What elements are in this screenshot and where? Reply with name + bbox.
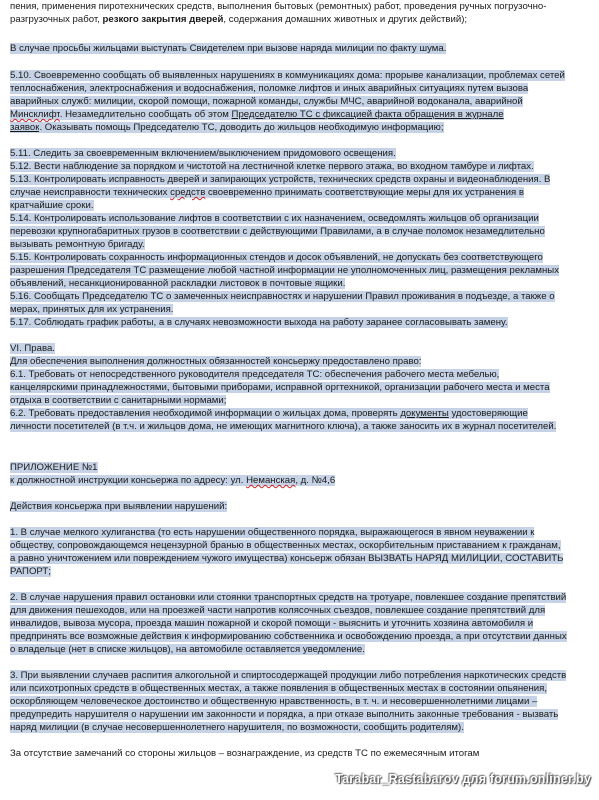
highlighted-text: перевозки крупногабаритных грузов в соответствии с действующими Правилами, а в случае поломок незамедлительно <box>10 226 545 237</box>
highlighted-text: а равно уничтожением или повреждением чужого имущества) консьерж обязан ВЫЗВАТЬ НАРЯД МИЛИЦИИ, СОСТАВИТЬ <box>10 553 564 564</box>
text-line <box>10 303 173 316</box>
text-line <box>10 160 534 173</box>
highlighted-text: , д. №4,6 <box>295 475 336 486</box>
text-line <box>10 565 51 578</box>
highlighted-text: 5.15. Контролировать сохранность информационных стендов и досок объявлений, не допускать без соответствующего <box>10 252 543 263</box>
text-line <box>10 264 559 277</box>
highlighted-text: заявок <box>10 122 40 133</box>
text-line <box>10 316 508 329</box>
highlighted-text: 6.2. Требовать предоставления необходимой информации о жильцах дома, проверять <box>10 408 401 419</box>
highlighted-text: документы <box>400 408 449 419</box>
highlighted-text: Неманская <box>246 475 296 486</box>
highlighted-text: своевременно принимать соответствующие меры для их устранения в <box>205 187 524 198</box>
text-line <box>10 708 558 721</box>
text-line: пения, применения пиротехнических средств, выполнения бытовых (ремонтных) работ, проведения ручных погрузочно- <box>10 1 547 12</box>
highlighted-text: объявлений, несанкционированной раскладки листовок в почтовые ящики. <box>10 278 346 289</box>
text-fragment: разгрузочных работ, <box>10 14 103 25</box>
text-line <box>10 42 446 55</box>
text-line <box>10 251 543 264</box>
text-line <box>10 721 464 734</box>
highlighted-text: обществу, сопровождающемся нецензурной бранью в общественных местах, оскорбительным приставанием к гражданам, <box>10 540 561 551</box>
highlighted-text: теплоснабжения, электроснабжения и водоснабжения, поломке лифтов и иных аварийных ситуациях путем вызова <box>10 83 529 94</box>
highlighted-text: VI. Права. <box>10 343 55 354</box>
highlighted-text: 2. В случае нарушения правил остановки или стоянки транспортных средств на тротуаре, повлекшее создание препятствий <box>10 592 567 603</box>
text-line <box>10 617 533 630</box>
highlighted-text: 1. В случае мелкого хулиганства (то есть нарушении общественного порядка, выражающегося в явном неуважении к <box>10 527 535 538</box>
highlighted-text: для движения пешеходов, или на проезжей части напротив колясочных съездов, повлекшее создание препятствий для <box>10 605 546 616</box>
text-line <box>10 121 444 134</box>
text-line <box>10 604 545 617</box>
highlighted-text: 5.17. Соблюдать график работы, а в случаях невозможности выхода на работу заранее согласовывать замену. <box>10 317 508 328</box>
bold-phrase: резкого закрытия дверей <box>102 14 224 25</box>
text-line <box>10 474 335 487</box>
text-line <box>10 355 421 368</box>
highlighted-text: 5.10. Своевременно сообщать об выявленных нарушениях в коммуникациях дома: прорыве канализации, проблемах сетей <box>10 70 565 81</box>
highlighted-text: 5.14. Контролировать использование лифтов в соответствии с их назначением, осведомлять жильцов об организации <box>10 213 539 224</box>
text-line <box>10 552 563 565</box>
highlighted-text: средств <box>170 187 206 198</box>
text-line <box>10 368 499 381</box>
highlighted-text: 5.11. Следить за своевременным включением/выключением придомового освещения. <box>10 148 396 159</box>
text-line <box>10 212 539 225</box>
highlighted-text: 5.16. Сообщать Председателю ТС о замеченных неисправностях и нарушении Правил проживания в подъезде, а также о <box>10 291 555 302</box>
highlighted-text: . Оказывать помощь Председателю ТС, доводить до жильцов необходимую информацию; <box>39 122 444 133</box>
text-line <box>10 69 565 82</box>
highlighted-text: мерах, принятых для их устранения. <box>10 304 174 315</box>
highlighted-text: отдыха в соответствии с санитарными нормами; <box>10 395 227 406</box>
text-line <box>10 290 555 303</box>
text-line <box>10 695 537 708</box>
section-heading <box>10 342 55 355</box>
text-line <box>10 643 365 656</box>
text-line <box>10 394 226 407</box>
text-line <box>10 669 566 682</box>
highlighted-text: Председателю ТС с фиксацией факта обращения в журнале <box>231 109 504 120</box>
highlighted-text: о владельце (нет в списке жильцов), на автомобиле оставляется уведомление. <box>10 644 365 655</box>
highlighted-text: аварийных служб: милиции, скорой помощи, пожарной команды, службы МЧС, аварийной водоканала, аварийной <box>10 96 523 107</box>
text-line <box>10 277 345 290</box>
highlighted-text: 5.13. Контролировать исправность дверей и запирающих устройств, технических средств охраны и видеонаблюдения. В <box>10 174 551 185</box>
text-line <box>10 199 94 212</box>
highlighted-text: удостоверяющие <box>448 408 528 419</box>
highlighted-text: случае неисправности технических <box>10 187 171 198</box>
text-line <box>10 381 550 394</box>
text-line <box>10 526 534 539</box>
highlighted-text: 3. При выявлении случаев распития алкогольной и спиртосодержащей продукции либо потребления наркотических средств <box>10 670 567 681</box>
text-line <box>10 420 556 433</box>
highlighted-text: Минсклифт <box>10 109 60 120</box>
text-line <box>10 500 227 513</box>
highlighted-text: предпринять все возможные действия к информированию собственника и освобождению проезда, а при отсутствии данных <box>10 631 567 642</box>
highlighted-text: к должностной инструкции консьержа по адресу: ул. <box>10 475 247 486</box>
text-fragment: , содержания домашних животных и других действий); <box>223 14 468 25</box>
text-line <box>10 225 545 238</box>
text-line <box>10 186 524 199</box>
highlighted-text: вызывать ремонтную бригаду. <box>10 239 145 250</box>
highlighted-text: оскорбляющем человеческое достоинство и общественную нравственность, в т. ч. и несовершеннолетними лицами – <box>10 696 538 707</box>
highlighted-text: ПРИЛОЖЕНИЕ №1 <box>10 462 98 473</box>
highlighted-text: В случае просьбы жильцами выступать Свидетелем при вызове наряда милиции по факту шума. <box>10 43 447 54</box>
highlighted-text: или психотропных средств в общественных местах, а также появления в общественных местах в состоянии опьянения, <box>10 683 547 694</box>
highlighted-text: Действия консьержа при выявлении нарушений: <box>10 501 228 512</box>
highlighted-text: Для обеспечения выполнения должностных обязанностей консьержу предоставлено право: <box>10 356 422 367</box>
highlighted-text: разрешения Председателя ТС размещение любой частной информации не уполномоченных лиц, размещения рекламных <box>10 265 559 276</box>
text-line <box>10 238 145 251</box>
text-line <box>10 108 504 121</box>
highlighted-text: . Незамедлительно сообщать об этом <box>59 109 232 120</box>
text-line: За отсутствие замечаний со стороны жильцов – вознаграждение, из средств ТС по ежемесячным итогам <box>10 748 480 759</box>
text-line <box>10 95 523 108</box>
text-line <box>10 173 550 186</box>
highlighted-text: 5.12. Вести наблюдение за порядком и чистотой на лестничной клетке первого этажа, во входном тамбуре и лифтах. <box>10 161 534 172</box>
text-line <box>10 13 467 26</box>
highlighted-text: кратчайшие сроки. <box>10 200 94 211</box>
text-line <box>10 147 396 160</box>
highlighted-text: инвалидов, вывоза мусора, проезда машин пожарной и скорой помощи - выяснить и уточнить хозяина автомобиля и <box>10 618 534 629</box>
highlighted-text: предупредить нарушителя о нарушении им законности и порядка, а при отказе выполнить законные требования - вызвать <box>10 709 559 720</box>
highlighted-text: личности посетителей (в т.ч. и жильцов дома, не имеющих магнитного ключа), а также заносить их в журнал посетителей. <box>10 421 557 432</box>
highlighted-text: РАПОРТ; <box>10 566 51 577</box>
highlighted-text: 6.1. Требовать от непосредственного руководителя председателя ТС: обеспечения рабочего места мебелью, <box>10 369 500 380</box>
highlighted-text: канцелярскими принадлежностями, бытовыми приборами, исправной оргтехникой, организации рабочего места и места <box>10 382 550 393</box>
text-line <box>10 630 567 643</box>
text-line <box>10 82 528 95</box>
text-line <box>10 407 528 420</box>
text-line <box>10 591 566 604</box>
appendix-title <box>10 461 98 474</box>
watermark-text: Tarabar_Rastabarov для forum.onliner.by <box>335 772 591 786</box>
text-line <box>10 682 547 695</box>
highlighted-text: наряд милиции (в случае несовершеннолетнего нарушителя, по возможности, сообщить родителям). <box>10 722 464 733</box>
text-line <box>10 539 561 552</box>
